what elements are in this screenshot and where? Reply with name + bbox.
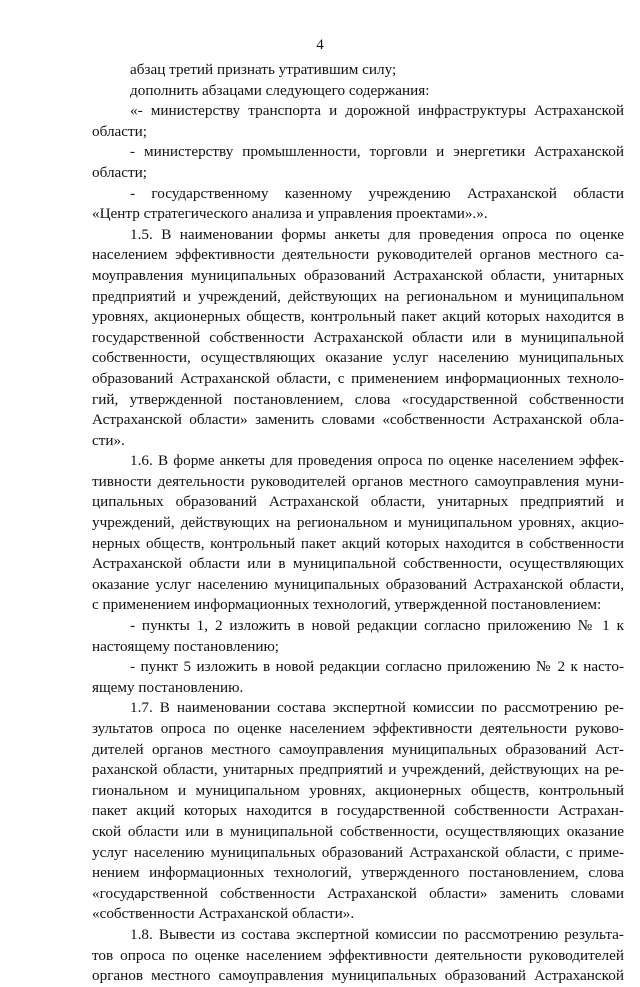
paragraph [92,184,624,225]
text-line: образований Астраханской области, с применением информационных техноло- [92,369,624,387]
text-line: - министерству промышленности, торговли и энергетики Астраханской [130,143,624,161]
paragraph [92,925,624,987]
text-line: пакет акций которых находится в государственной собственности Астрахан- [92,802,624,820]
document-body [92,60,624,987]
paragraph [92,698,624,925]
text-line: области; [92,163,147,181]
text-line: - пункты 1, 2 изложить в новой редакции согласно приложению № 1 к [130,617,624,635]
text-line: тов опроса по оценке населением эффективности деятельности руководителей [92,946,624,964]
text-line: собственности, осуществляющих оказание услуг населению муниципальных [92,349,624,367]
text-line: абзац третий признать утратившим силу; [130,61,397,78]
text-line: - государственному казенному учреждению Астраханской области [130,184,624,202]
text-line: Астраханской области» заменить словами «собственности Астраханской обла- [92,411,624,429]
paragraph [92,81,624,102]
text-line: «- министерству транспорта и дорожной инфраструктуры Астраханской [130,102,624,120]
text-line: дополнить абзацами следующего содержания: [130,81,430,99]
paragraph [92,60,624,81]
paragraph [92,657,624,698]
text-line: Астраханской области или в муниципальной собственности, осуществляющих [92,555,624,573]
text-line: ящему постановлению. [92,678,244,696]
text-line: нением информационных технологий, утвержденного постановлением, слова [92,864,624,882]
text-line: нерных обществ, контрольный пакет акций которых находится в собственности [92,534,624,552]
text-line: ской области или в муниципальной собственности, осуществляющих оказание [92,822,624,840]
text-line: услуг населению муниципальных образований Астраханской области, с приме- [92,843,624,861]
text-line: ципальных образований Астраханской области, унитарных предприятий и [92,493,624,511]
text-line: государственной собственности Астраханской области или в муниципальной [92,328,624,346]
text-line: 1.6. В форме анкеты для проведения опроса по оценке населением эффек- [130,452,624,470]
text-line: 1.7. В наименовании состава экспертной комиссии по рассмотрению ре- [130,699,624,717]
text-line: гиональном и муниципальном уровнях, акционерных обществ, контрольный [92,781,624,799]
text-line: гий, утвержденной постановлением, слова «государственной собственности [92,390,624,408]
page-number: 4 [316,37,324,53]
text-line: оказание услуг населению муниципальных образований Астраханской области, [92,575,624,593]
text-line: сти». [92,431,125,449]
paragraph [92,142,624,183]
text-line: населением эффективности деятельности руководителей органов местного са- [92,246,624,264]
text-line: предприятий и учреждений, действующих на региональном и муниципальном [92,287,624,305]
text-line: тивности деятельности руководителей органов местного самоуправления муни- [92,472,624,490]
text-line: «Центр стратегического анализа и управления проектами».». [92,205,488,223]
text-line: 1.8. Вывести из состава экспертной комиссии по рассмотрению результа- [130,925,624,943]
text-line: области; [92,122,147,140]
text-line: раханской области, унитарных предприятий и учреждений, действующих на ре- [92,761,624,779]
text-line: настоящему постановлению; [92,637,280,655]
text-line: органов местного самоуправления муниципальных образований Астраханской [92,967,624,985]
text-line: дителей органов местного самоуправления муниципальных образований Аст- [92,740,624,758]
text-line: зультатов опроса по оценке населением эффективности деятельности руково- [92,720,624,737]
paragraph [92,616,624,657]
text-line: «собственности Астраханской области». [92,905,355,923]
paragraph [92,225,624,452]
text-line: 1.5. В наименовании формы анкеты для проведения опроса по оценке [130,225,624,243]
text-line: учреждений, действующих на региональном и муниципальном уровнях, акцио- [92,514,624,532]
text-line: - пункт 5 изложить в новой редакции согласно приложению № 2 к насто- [130,658,624,676]
text-line: «государственной собственности Астраханской области» заменить словами [92,884,624,902]
text-line: моуправления муниципальных образований Астраханской области, унитарных [92,266,624,284]
text-line: уровнях, акционерных обществ, контрольный пакет акций которых находится в [92,308,624,326]
paragraph [92,101,624,142]
text-line: с применением информационных технологий, утвержденной постановлением: [92,596,602,614]
paragraph [92,451,624,616]
